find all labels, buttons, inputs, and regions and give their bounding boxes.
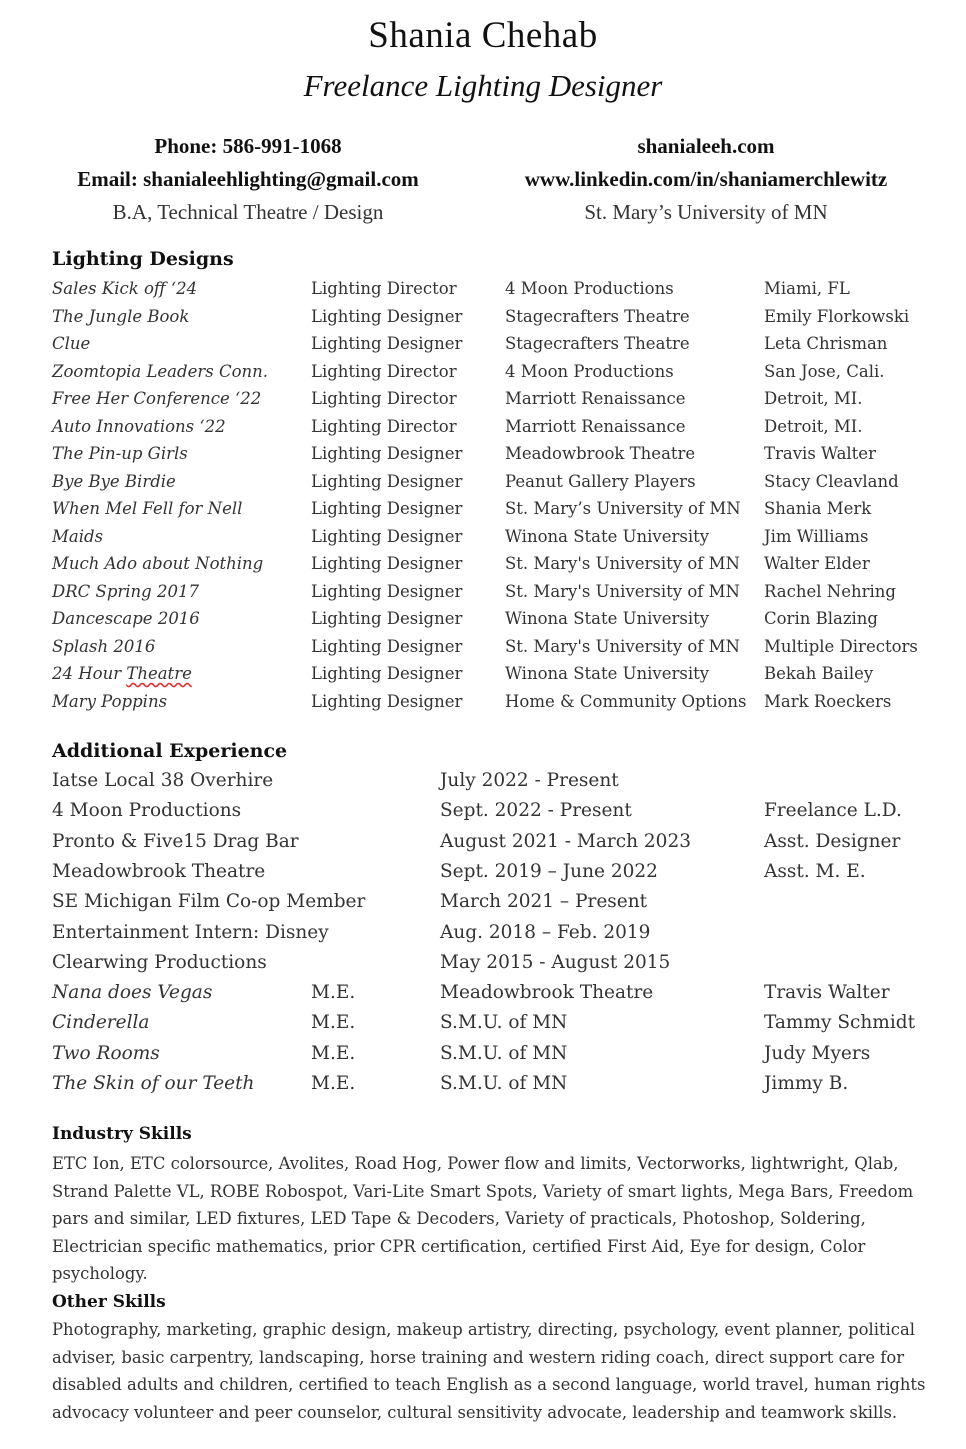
linkedin-link[interactable]: www.linkedin.com/in/shaniamerchlewitz [524,167,888,191]
design-contact: Travis Walter [764,444,876,463]
design-contact: Stacy Cleavland [764,471,899,491]
me-credit-row [0,1073,966,1103]
show-title: Maids [52,526,104,546]
design-role: Lighting Designer [311,691,463,711]
design-company: Meadowbrook Theatre [505,444,696,463]
design-role: Lighting Director [311,389,457,408]
experience-dates: Sept. 2019 – June 2022 [440,860,658,882]
additional-experience-heading: Additional Experience [52,740,288,762]
show-title: When Mel Fell for Nell [52,499,243,518]
experience-dates: Aug. 2018 – Feb. 2019 [440,921,651,943]
experience-role: Asst. Designer [764,830,901,852]
me-role: M.E. [311,1012,356,1034]
lighting-design-row [0,637,966,664]
me-show: Two Rooms [52,1042,160,1064]
show-title: DRC Spring 2017 [52,581,199,601]
experience-dates: Sept. 2022 - Present [440,800,632,822]
phone-number: Phone: 586-991-1068 [154,134,342,158]
experience-name: Entertainment Intern: Disney [52,921,329,943]
me-role: M.E. [311,1073,356,1094]
lighting-design-row [0,417,966,444]
design-company: Marriott Renaissance [505,389,686,408]
other-skills-text: Photography, marketing, graphic design, makeup artistry, directing, psychology, event planner, political adviser, basic carpentry, landscaping, horse training and western riding coach, direct support care for disabled adults and children, certified to teach English as a second language, world travel, human rights advocacy volunteer and peer counselor, cultural sensitivity advocate, leadership and teamwork skills. [52,1320,926,1422]
website-link[interactable]: shanialeeh.com [637,134,775,158]
show-title: Free Her Conference ‘22 [52,389,262,408]
design-company: St. Mary's University of MN [505,636,740,656]
show-title: Clue [52,334,91,353]
show-title: Mary Poppins [52,691,168,711]
design-contact: Jim Williams [764,526,869,546]
me-contact: Tammy Schmidt [764,1012,916,1034]
experience-name: Pronto & Five15 Drag Bar [52,830,299,852]
lighting-design-row [0,554,966,581]
lighting-design-row [0,582,966,609]
experience-row [0,831,966,861]
me-show: The Skin of our Teeth [52,1073,255,1094]
me-credit-row [0,1043,966,1073]
experience-row [0,891,966,921]
me-role: M.E. [311,1042,356,1064]
experience-row [0,800,966,830]
design-contact: Rachel Nehring [764,581,896,601]
show-title: Much Ado about Nothing [52,554,264,573]
me-venue: S.M.U. of MN [440,1012,568,1034]
design-role: Lighting Designer [311,444,463,463]
design-role: Lighting Designer [311,636,463,656]
experience-dates: March 2021 – Present [440,891,648,913]
industry-skills-text: ETC Ion, ETC colorsource, Avolites, Road Hog, Power flow and limits, Vectorworks, lightwright, Qlab, Strand Palette VL, ROBE Robospot, Vari-Lite Smart Spots, Variety of smart lights, Mega Bars, Freedom pars and similar, LED fixtures, LED Tape & Decoders, Variety of practicals, Photoshop, Soldering, Electrician specific mathematics, prior CPR certification, certified First Aid, Eye for design, Color psychology. [52,1154,914,1283]
experience-role: Asst. M. E. [764,860,866,882]
design-contact: Bekah Bailey [764,664,874,683]
show-title: Auto Innovations ‘22 [52,416,226,436]
design-role: Lighting Designer [311,664,463,683]
design-company: Winona State University [505,609,710,628]
design-company: Winona State University [505,664,710,683]
industry-skills-heading: Industry Skills [52,1124,192,1144]
design-role: Lighting Director [311,279,457,298]
degree: B.A, Technical Theatre / Design [112,200,384,224]
design-company: 4 Moon Productions [505,361,674,381]
design-role: Lighting Director [311,361,457,381]
me-show: Nana does Vegas [52,982,213,1004]
design-contact: Multiple Directors [764,636,918,656]
lighting-design-row [0,444,966,471]
show-title: Zoomtopia Leaders Conn. [52,361,269,381]
email-address[interactable]: Email: shanialeehlighting@gmail.com [77,167,419,191]
design-role: Lighting Designer [311,609,463,628]
design-contact: Detroit, MI. [764,389,863,408]
design-role: Lighting Director [311,416,457,436]
design-company: Peanut Gallery Players [505,471,696,491]
experience-row [0,922,966,952]
show-title: 24 Hour Theatre [52,664,192,683]
design-contact: Leta Chrisman [764,334,888,353]
experience-name: Clearwing Productions [52,951,267,973]
show-title: Dancescape 2016 [52,609,200,628]
me-credit-row [0,1012,966,1042]
experience-name: SE Michigan Film Co-op Member [52,891,366,913]
experience-row [0,861,966,891]
show-title: Sales Kick off ‘24 [52,279,198,298]
lighting-design-row [0,609,966,636]
show-title-extra: Theatre [126,664,192,683]
school: St. Mary’s University of MN [584,200,828,224]
design-company: Stagecrafters Theatre [505,306,690,326]
show-title: The Jungle Book [52,306,190,326]
experience-name: 4 Moon Productions [52,800,242,822]
design-contact: San Jose, Cali. [764,361,885,381]
other-skills-heading: Other Skills [52,1292,166,1312]
design-company: St. Mary's University of MN [505,581,740,601]
me-show: Cinderella [52,1012,150,1034]
design-company: St. Mary’s University of MN [505,499,741,518]
design-contact: Walter Elder [764,554,870,573]
lighting-design-row [0,499,966,526]
experience-name: Meadowbrook Theatre [52,860,266,882]
lighting-design-row [0,527,966,554]
lighting-designs-heading: Lighting Designs [52,248,234,270]
design-role: Lighting Designer [311,581,463,601]
design-contact: Emily Florkowski [764,306,910,326]
design-company: Marriott Renaissance [505,416,686,436]
lighting-design-row [0,279,966,306]
design-company: Home & Community Options [505,691,747,711]
resume-title: Freelance Lighting Designer [303,68,663,103]
experience-role: Freelance L.D. [764,800,902,822]
lighting-design-row [0,334,966,361]
design-company: Winona State University [505,526,710,546]
me-credit-row [0,982,966,1012]
design-contact: Mark Roeckers [764,691,892,711]
experience-name: Iatse Local 38 Overhire [52,770,274,791]
me-venue: Meadowbrook Theatre [440,982,654,1004]
experience-dates: May 2015 - August 2015 [440,951,671,973]
me-role: M.E. [311,982,356,1004]
me-contact: Travis Walter [764,982,890,1004]
design-role: Lighting Designer [311,334,463,353]
me-contact: Judy Myers [764,1042,871,1064]
experience-row [0,770,966,800]
experience-dates: August 2021 - March 2023 [440,830,691,852]
resume-name: Shania Chehab [368,15,598,56]
design-contact: Corin Blazing [764,609,878,628]
lighting-design-row [0,362,966,389]
design-contact: Detroit, MI. [764,416,863,436]
lighting-design-row [0,692,966,719]
design-role: Lighting Designer [311,526,463,546]
design-role: Lighting Designer [311,306,463,326]
design-contact: Miami, FL [764,279,850,298]
me-venue: S.M.U. of MN [440,1042,568,1064]
design-company: Stagecrafters Theatre [505,334,690,353]
show-title: Splash 2016 [52,636,156,656]
design-contact: Shania Merk [764,499,872,518]
show-title: The Pin-up Girls [52,444,188,463]
lighting-design-row [0,389,966,416]
design-company: 4 Moon Productions [505,279,674,298]
design-role: Lighting Designer [311,499,463,518]
me-contact: Jimmy B. [764,1073,849,1094]
design-company: St. Mary's University of MN [505,554,740,573]
design-role: Lighting Designer [311,471,463,491]
lighting-design-row [0,307,966,334]
design-role: Lighting Designer [311,554,463,573]
experience-row [0,952,966,982]
lighting-design-row [0,472,966,499]
lighting-design-row [0,664,966,691]
experience-dates: July 2022 - Present [440,770,619,791]
show-title: Bye Bye Birdie [52,471,176,491]
me-venue: S.M.U. of MN [440,1073,568,1094]
